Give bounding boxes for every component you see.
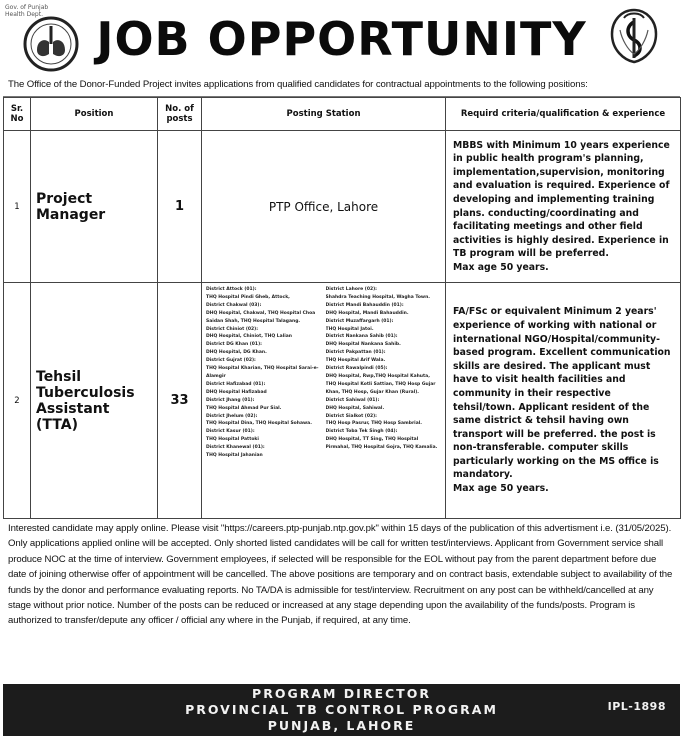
table-row xyxy=(4,131,681,283)
column-header-station: Posting Station xyxy=(202,98,446,131)
station-item: DHQ Hospital, Rwp,THQ Hospital Kahuta, xyxy=(325,373,430,379)
advert-reference: IPL-1898 xyxy=(607,700,666,713)
station-item: District Kasur (01): xyxy=(206,429,255,435)
column-header-position: Position xyxy=(31,98,158,131)
criteria-text: MBBS with Minimum 10 years experience in public health program's planning, implementation,supervision, monitoring and evaluation is required. Experience of developing and implementing training plans. conducting/coordinating and facilitating meetings and other field activities is highly desired. Experience in TB program will be preferred. xyxy=(453,139,670,260)
station-item: District Jhang (01): xyxy=(206,397,255,403)
station-item: THQ Hosp Pasrur, THQ Hosp Sambrial. xyxy=(325,421,422,427)
station-item: THQ Hospital Jahanian xyxy=(206,453,263,459)
station-item: District Gujrat (02): xyxy=(206,358,256,364)
station-item: DHQ Hospital, Chiniot, THQ Lalian xyxy=(206,334,292,340)
station-item: THQ Hospital Dina, THQ Hospital Sohawa. xyxy=(206,421,312,427)
footer-line-3: PUNJAB, LAHORE xyxy=(267,718,416,733)
job-advertisement xyxy=(3,2,680,736)
station-item: DHQ Hospital, Mandi Bahauddin. xyxy=(325,310,409,316)
footer-line-2: PROVINCIAL TB CONTROL PROGRAM xyxy=(185,702,498,717)
station-item: District Mandi Bahauddin (01): xyxy=(325,302,404,308)
criteria-max-age: Max age 50 years. xyxy=(453,483,549,495)
column-header-posts: No. of posts xyxy=(158,98,202,131)
station-item: District Muzaffargarh (01): xyxy=(325,318,394,324)
station-item: District Nankana Sahib (01): xyxy=(325,334,398,340)
station-item: DHQ Hospital, TT Sing, THQ Hospital xyxy=(325,437,419,443)
page-title: JOB OPPORTUNITY xyxy=(96,12,587,66)
health-department-emblem-icon xyxy=(606,6,662,66)
station-item: Shahdra Teaching Hospital, Wagha Town. xyxy=(325,294,431,300)
station-item: DHQ Hospital Nankana Sahib. xyxy=(325,342,401,348)
footer-line-1: PROGRAM DIRECTOR xyxy=(252,686,431,701)
intro-text: The Office of the Donor-Funded Project invites applications from qualified candidates for contractual appointments to the following positions: xyxy=(3,78,680,97)
station-item: District Lahore (02): xyxy=(325,287,377,292)
station-item: THQ Hospital Pindi Gheb, Attock, xyxy=(206,294,290,300)
station-item: THQ Hospital Arif Wala. xyxy=(325,358,386,364)
column-header-sr: Sr. No xyxy=(4,98,31,131)
criteria-max-age: Max age 50 years. xyxy=(453,261,549,273)
station-item: THQ Hospital Jatoi. xyxy=(325,326,374,332)
row-posts: 33 xyxy=(158,283,202,519)
station-item: THQ Hospital Pattoki xyxy=(206,437,259,443)
station-item: Khan, THQ Hosp, Gujar Khan (Rural). xyxy=(325,389,420,395)
station-list-left xyxy=(206,286,322,460)
table-row xyxy=(4,283,681,519)
signature-block xyxy=(3,684,680,736)
row-station: PTP Office, Lahore xyxy=(202,131,446,283)
table-header-row xyxy=(4,98,681,131)
station-item: District Rawalpindi (05): xyxy=(325,366,388,372)
station-item: DHQ Hospital Hafizabad xyxy=(206,389,267,395)
station-item: THQ Hospital Ahmad Pur Sial. xyxy=(206,405,282,411)
advert-header xyxy=(3,2,680,78)
station-item: District Chakwal (03): xyxy=(206,302,262,308)
station-item: District Attock (01): xyxy=(206,287,257,292)
station-item: District DG Khan (01): xyxy=(206,342,262,348)
row-criteria xyxy=(446,131,681,283)
station-item: THQ Hospital Kotli Sattian, THQ Hosp Gujar xyxy=(325,381,436,387)
station-item: District Hafizabad (01): xyxy=(206,381,266,387)
row-position: Tehsil Tuberculosis Assistant (TTA) xyxy=(31,283,158,519)
station-columns xyxy=(203,284,444,462)
station-item: District Chiniot (02): xyxy=(206,326,259,332)
positions-table xyxy=(3,97,681,519)
row-sr: 1 xyxy=(4,131,31,283)
station-item: Saidan Shah, THQ Hospital Talagang. xyxy=(206,318,301,324)
station-item: District Sialkot (02): xyxy=(325,413,377,419)
row-sr: 2 xyxy=(4,283,31,519)
criteria-text: FA/FSc or equivalent Minimum 2 years' experience of working with national or international NGO/Hospital/community-based program. Excellent communication skills are desired. The applicant must have to visit health facilities and community in their respective tehsil/town. Applicant resident of the same district & tehsil having own transport will be preferred. the post is non-transferable. computer skills particularly working on the MS office is mandatory. xyxy=(453,306,671,481)
station-item: DHQ Hospital, Chakwal, THQ Hospital Choa xyxy=(206,310,316,316)
station-item: Alamgir xyxy=(206,373,226,379)
station-item: District Khanewal (01): xyxy=(206,445,265,451)
row-position: Project Manager xyxy=(31,131,158,283)
station-item: District Toba Tek Singh (04): xyxy=(325,429,398,435)
small-print-line-2: Health Dept. xyxy=(5,11,43,18)
small-print-line-1: Gov. of Punjab xyxy=(5,4,49,11)
column-header-criteria: Requird criteria/qualification & experience xyxy=(446,98,681,131)
station-item: District Sahiwal (01): xyxy=(325,397,380,403)
application-notice: Interested candidate may apply online. Please visit "https://careers.ptp-punjab.ntp.gov.pk" within 15 days of the publication of this advertisment i.e. (31/05/2025). Only applications applied online will be accepted. Only shorted listed candidates will be call for written test/interviews. Applicant from Government service shall produce NOC at the time of interview. Government employees, if selected will be responsible for the EOL without pay from the parent department before due date of joining otherwise offer of appointment will be cancelled. The above positions are temporary and on contract basis, extendable subject to availability of the funds by the donor and performance evaluating reports. No TA/DA is admissible for test/interview. Recruitment on any post can be withheld/cancelled at any stage without prior notice. Number of the posts can be reduced or increased at any stage depending upon the availability of the funds/posts. Program is authorized to transfer/depute any officer / official any where in the Punjab, if required, at any time. xyxy=(8,523,673,627)
station-item: DHQ Hospital, Sahiwal. xyxy=(325,405,385,411)
station-item: District Jhelum (02): xyxy=(206,413,258,419)
station-item: Pirmahal, THQ Hospital Gojra, THQ Kamalia. xyxy=(325,445,438,451)
row-posts: 1 xyxy=(158,131,202,283)
station-item: THQ Hospital Kharian, THQ Hospital Sarai-e- xyxy=(206,366,319,372)
station-item: District Pakpattan (01): xyxy=(325,350,386,356)
row-station xyxy=(202,283,446,519)
station-item: DHQ Hospital, DG Khan. xyxy=(206,350,267,356)
station-list-right xyxy=(326,286,442,460)
row-criteria xyxy=(446,283,681,519)
